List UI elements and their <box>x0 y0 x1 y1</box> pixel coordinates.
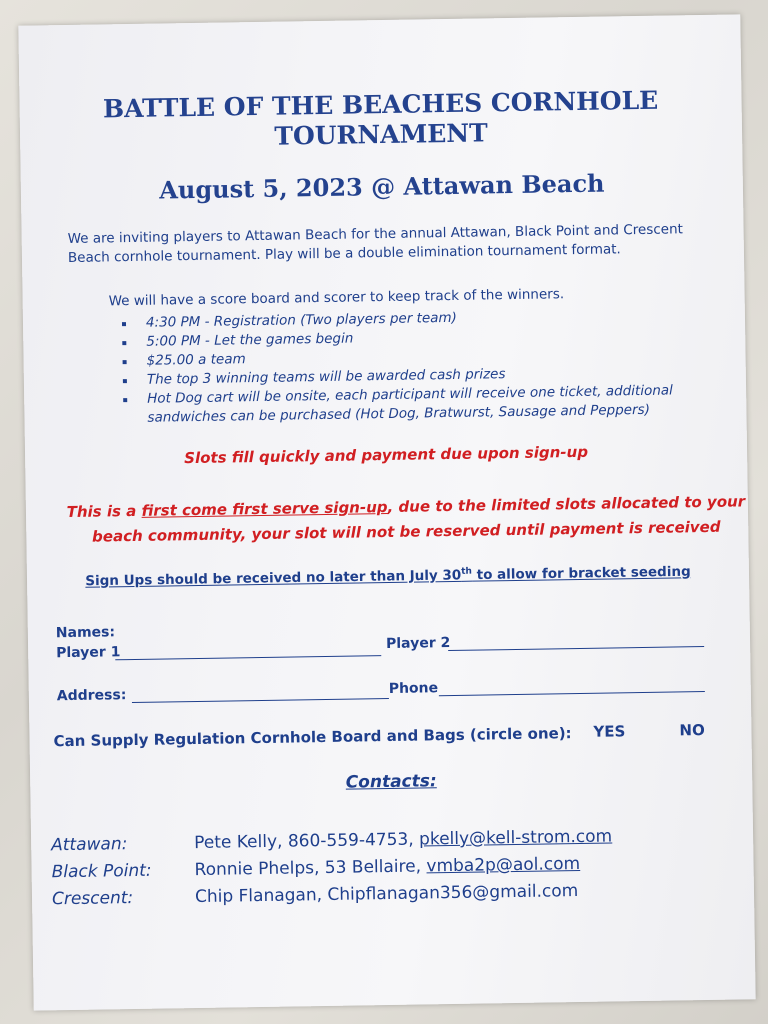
contact-label: Black Point: <box>51 860 152 883</box>
first-come-emphasis: first come first serve sign-up <box>141 497 388 520</box>
yes-option[interactable]: YES <box>593 722 626 741</box>
flyer-title <box>19 84 742 155</box>
supply-question: Can Supply Regulation Cornhole Board and Bags (circle one): <box>53 724 572 751</box>
contact-label: Crescent: <box>51 888 134 910</box>
contact-label: Attawan: <box>51 834 128 856</box>
names-label: Names: <box>55 624 116 642</box>
contacts-heading: Contacts: <box>345 771 437 793</box>
scoreboard-text: We will have a score board and scorer to keep track of the winners. <box>108 286 565 310</box>
signup-deadline: Sign Ups should be received no later than July 30th to allow for bracket seeding <box>85 563 691 590</box>
phone-field[interactable] <box>439 691 705 696</box>
phone-label: Phone <box>388 680 439 697</box>
flyer-paper: BATTLE OF THE BEACHES CORNHOLE TOURNAMENT August 5, 2023 @ Attawan Beach We are inviting players to Attawan Beach for the annual Attawan, Black Point and Crescent Beach cornhole tournament. Play will be a double elimination tournament format. We will have a score board and scorer to keep track of the winners. 4:30 PM - Registration (Two players per team) 5:00 PM - Let the games begin $25.00 a team The top 3 winning teams will be awarded cash prizes Hot Dog cart will be onsite, each participant will receive one ticket, additional sandwiches can be purchased (Hot Dog, Bratwurst, Sausage and Peppers) Slots fill quickly and payment due upon sign-up This is a first come first serve sign-up, due to the limited slots allocated to your beach community, your slot will not be reserved until payment is received Sign Ups should be received no later than July 30th to allow for bracket seeding Names: Player 1 Player 2 Address: Phone Can Supply Regulation Cornhole Board and Bags (circle one): YES NO Contacts: Attawan: Pete Kelly, 860-559-4753, pkelly@kell-strom.com Black Point: Ronnie Phelps, 53 Bellaire, vmba2p@aol.com Crescent: Chip Flanagan, Chipflanagan356@gmail.com <box>18 14 755 1010</box>
player2-label: Player 2 <box>385 635 451 653</box>
title-line-1: BATTLE OF THE BEACHES CORNHOLE <box>102 85 659 124</box>
event-date: August 5, 2023 @ Attawan Beach <box>159 168 605 205</box>
list-item: 5:00 PM - Let the games begin <box>118 324 688 352</box>
slots-fill-notice: Slots fill quickly and payment due upon sign-up <box>184 442 589 468</box>
list-item: Hot Dog cart will be onsite, each participant will receive one ticket, additional sandwiches can be purchased (Hot Dog, Bratwurst, Sausage and Peppers) <box>119 381 690 428</box>
player1-field[interactable] <box>115 655 381 660</box>
list-item: $25.00 a team <box>118 343 688 371</box>
email-link[interactable]: pkelly@kell-strom.com <box>418 826 613 850</box>
title-line-2: TOURNAMENT <box>274 118 488 151</box>
address-field[interactable] <box>132 698 389 703</box>
no-option[interactable]: NO <box>679 721 705 740</box>
details-list <box>118 305 690 428</box>
list-item: 4:30 PM - Registration (Two players per team) <box>118 305 688 333</box>
player1-label: Player 1 <box>56 644 121 662</box>
player2-field[interactable] <box>448 646 704 651</box>
address-label: Address: <box>56 687 127 705</box>
list-item: The top 3 winning teams will be awarded cash prizes <box>119 362 689 390</box>
email-link[interactable]: vmba2p@aol.com <box>426 854 581 877</box>
intro-paragraph: We are inviting players to Attawan Beach for the annual Attawan, Black Point and Crescent Beach cornhole tournament. Play will be a double elimination tournament format. <box>67 221 684 266</box>
first-come-notice: This is a first come first serve sign-up, due to the limited slots allocated to your beach community, your slot will not be reserved until payment is received <box>66 492 746 546</box>
